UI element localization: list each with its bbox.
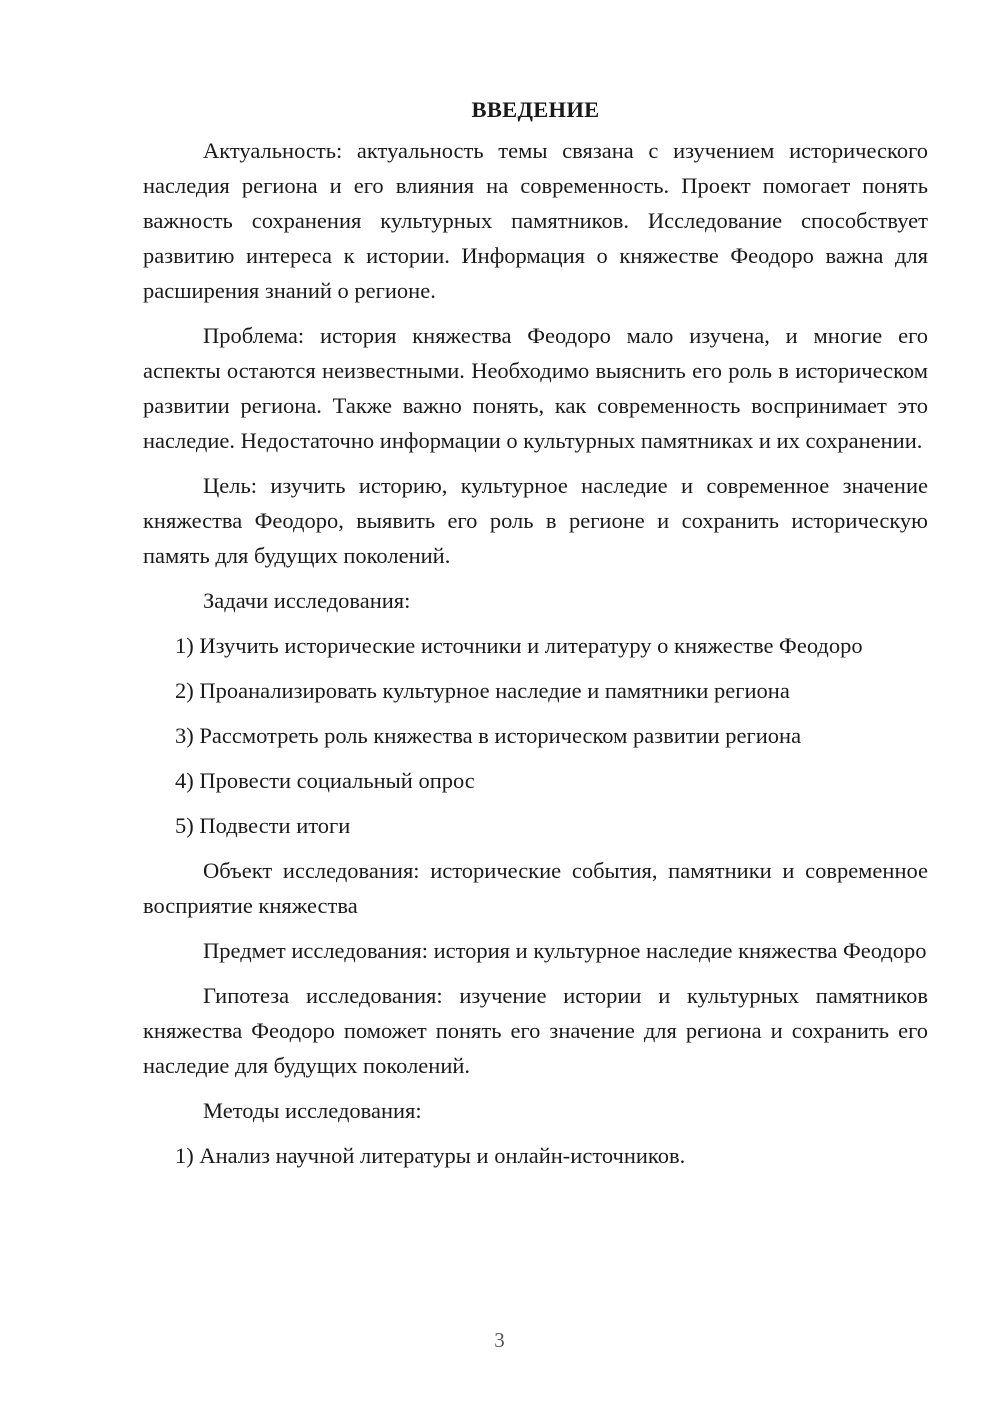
section-title: ВВЕДЕНИЕ xyxy=(471,97,600,122)
paragraph-goal: Цель: изучить историю, культурное наследие и современное значение княжества Феодоро, выявить его роль в регионе и сохранить историческую память для будущих поколений. xyxy=(143,473,928,568)
task-item: 5) Подвести итоги xyxy=(175,813,351,838)
tasks-heading: Задачи исследования: xyxy=(203,588,411,613)
page-number: 3 xyxy=(494,1328,506,1352)
paragraph-problem: Проблема: история княжества Феодоро мало изучена, и многие его аспекты остаются неизвестными. Необходимо выяснить его роль в историческом развитии региона. Также важно понять, как современность воспринимает это наследие. Недостаточно информации о культурных памятниках и их сохранении. xyxy=(143,323,928,453)
task-item: 1) Изучить исторические источники и литературу о княжестве Феодоро xyxy=(175,633,863,658)
task-item: 3) Рассмотреть роль княжества в историческом развитии региона xyxy=(175,723,802,748)
methods-heading: Методы исследования: xyxy=(203,1098,422,1123)
paragraph-relevance: Актуальность: актуальность темы связана с изучением исторического наследия региона и его влияния на современность. Проект помогает понять важность сохранения культурных памятников. Исследование способствует развитию интереса к истории. Информация о княжестве Феодоро важна для расширения знаний о регионе. xyxy=(143,138,928,303)
paragraph-subject: Предмет исследования: история и культурное наследие княжества Феодоро xyxy=(203,938,927,963)
paragraph-object: Объект исследования: исторические события, памятники и современное восприятие княжества xyxy=(143,858,928,918)
method-item: 1) Анализ научной литературы и онлайн-источников. xyxy=(175,1143,686,1168)
task-item: 4) Провести социальный опрос xyxy=(175,768,475,793)
document-page xyxy=(143,92,928,1183)
task-item: 2) Проанализировать культурное наследие и памятники региона xyxy=(175,678,790,703)
paragraph-hypothesis: Гипотеза исследования: изучение истории и культурных памятников княжества Феодоро поможет понять его значение для региона и сохранить его наследие для будущих поколений. xyxy=(143,983,928,1078)
